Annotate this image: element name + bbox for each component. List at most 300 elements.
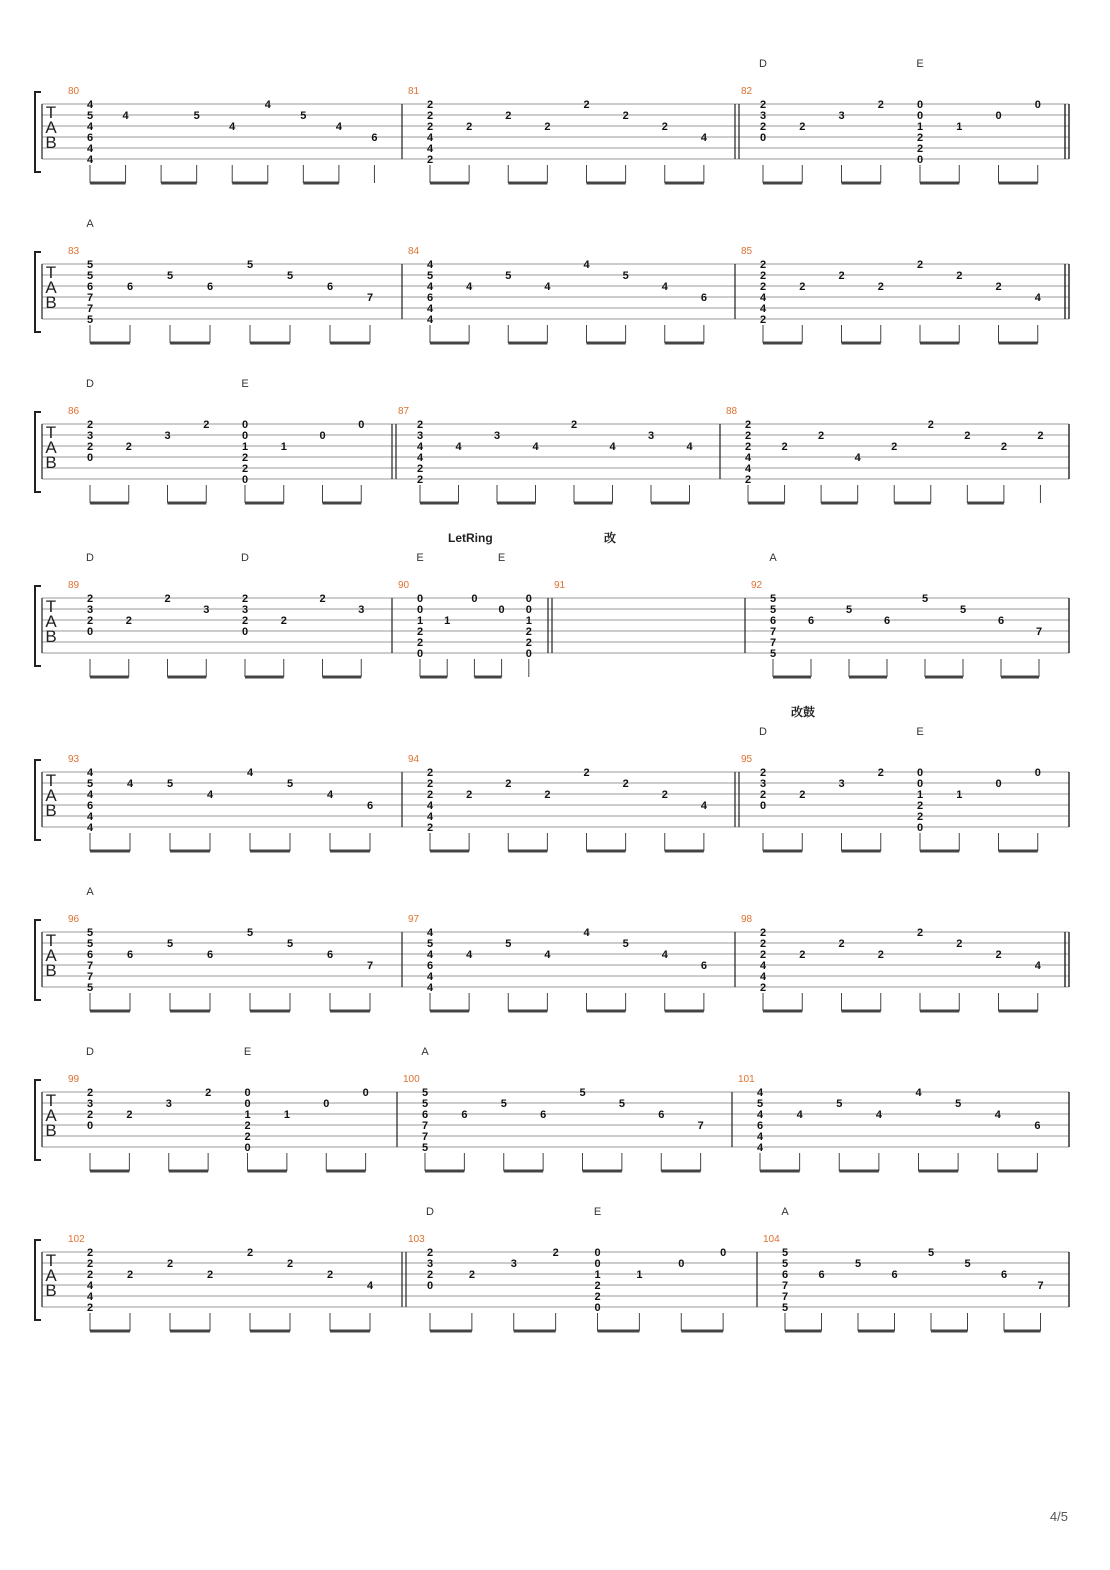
tab-system <box>35 886 1069 1011</box>
fret-number: 0 <box>244 1098 251 1110</box>
fret-number: 0 <box>759 132 767 144</box>
fret-number: 4 <box>426 143 434 155</box>
tab-clef-letter: T <box>45 103 57 122</box>
measure <box>68 886 373 1011</box>
tab-system <box>35 1206 1069 1331</box>
measure-number: 103 <box>408 1234 425 1245</box>
fret-number: 4 <box>1034 960 1041 972</box>
fret-number: 0 <box>244 1142 251 1154</box>
fret-number: 2 <box>956 938 963 950</box>
fret-number: 0 <box>678 1258 685 1270</box>
tab-clef-letter: T <box>45 423 57 442</box>
fret-number: 5 <box>505 938 512 950</box>
fret-number: 5 <box>426 938 434 950</box>
fret-number: 3 <box>426 1258 434 1270</box>
fret-number: 5 <box>618 1098 625 1110</box>
fret-number: 1 <box>956 789 963 801</box>
chord-label: D <box>759 726 767 738</box>
fret-number: 5 <box>86 110 94 122</box>
system-bracket <box>35 92 41 172</box>
fret-number: 2 <box>166 1258 174 1270</box>
fret-number: 3 <box>86 1098 94 1110</box>
fret-number: 4 <box>756 1142 764 1154</box>
fret-number: 6 <box>461 1109 468 1121</box>
fret-number: 2 <box>622 110 629 122</box>
fret-number: 2 <box>838 270 845 282</box>
measure <box>392 531 532 677</box>
fret-number: 2 <box>525 637 532 649</box>
fret-number: 5 <box>769 604 777 616</box>
tab-system <box>35 704 1069 851</box>
fret-number: 7 <box>769 626 777 638</box>
fret-number: 5 <box>86 982 94 994</box>
fret-number: 4 <box>426 314 434 326</box>
measure-number: 100 <box>403 1074 420 1085</box>
fret-number: 4 <box>583 927 590 939</box>
fret-number: 5 <box>769 593 777 605</box>
fret-number: 1 <box>916 789 924 801</box>
fret-number: 2 <box>799 789 806 801</box>
chord-label: E <box>497 552 506 564</box>
fret-number: 2 <box>759 270 767 282</box>
tab-clef-letter: B <box>45 1281 57 1300</box>
system-bracket <box>35 760 41 840</box>
fret-number: 4 <box>700 132 707 144</box>
fret-number: 4 <box>229 121 236 133</box>
fret-number: 4 <box>264 99 271 111</box>
fret-number: 1 <box>241 441 249 453</box>
fret-number: 5 <box>300 110 307 122</box>
measure <box>392 406 693 503</box>
fret-number: 0 <box>416 604 424 616</box>
fret-number: 2 <box>286 1258 294 1270</box>
fret-number: 0 <box>86 452 94 464</box>
measure-number: 99 <box>68 1074 80 1085</box>
fret-number: 4 <box>426 971 434 983</box>
annotation-text: LetRing <box>448 531 493 545</box>
fret-number: 6 <box>1034 1120 1041 1132</box>
fret-number: 5 <box>836 1098 843 1110</box>
fret-number: 5 <box>166 778 174 790</box>
chord-label: D <box>241 552 249 564</box>
fret-number: 6 <box>426 292 434 304</box>
fret-number: 6 <box>883 615 891 627</box>
tab-clef-letter: A <box>45 1266 57 1285</box>
fret-number: 5 <box>781 1247 789 1259</box>
fret-number: 4 <box>246 767 254 779</box>
fret-number: 4 <box>426 949 434 961</box>
fret-number: 6 <box>997 615 1005 627</box>
fret-number: 2 <box>426 110 434 122</box>
tab-clef-letter: A <box>45 118 57 137</box>
measure <box>68 86 378 183</box>
chord-label: D <box>86 552 94 564</box>
fret-number: 5 <box>579 1087 586 1099</box>
tab-clef-letter: T <box>45 771 57 790</box>
fret-number: 2 <box>583 99 590 111</box>
fret-number: 7 <box>366 292 374 304</box>
fret-number: 6 <box>700 960 707 972</box>
fret-number: 0 <box>416 593 424 605</box>
fret-number: 2 <box>86 1109 94 1121</box>
fret-number: 6 <box>540 1109 547 1121</box>
fret-number: 4 <box>544 949 551 961</box>
fret-number: 0 <box>525 593 532 605</box>
tab-clef-letter: A <box>45 786 57 805</box>
fret-number: 2 <box>246 1247 254 1259</box>
chord-label: A <box>86 886 94 898</box>
fret-number: 5 <box>845 604 853 616</box>
measure-number: 93 <box>68 754 80 765</box>
fret-number: 4 <box>744 452 752 464</box>
measure-number: 91 <box>554 580 566 591</box>
fret-number: 3 <box>759 778 767 790</box>
fret-number: 0 <box>86 626 94 638</box>
measure <box>720 406 1044 503</box>
fret-number: 5 <box>86 259 94 271</box>
fret-number: 4 <box>426 927 434 939</box>
fret-number: 6 <box>126 281 134 293</box>
measure <box>68 1046 369 1171</box>
fret-number: 2 <box>781 441 788 453</box>
fret-number: 2 <box>505 778 512 790</box>
measure-number: 86 <box>68 406 80 417</box>
fret-number: 0 <box>498 604 505 616</box>
fret-number: 2 <box>759 99 767 111</box>
fret-number: 0 <box>1034 767 1041 779</box>
fret-number: 2 <box>416 626 424 638</box>
fret-number: 4 <box>86 1291 94 1303</box>
tab-clef-letter: T <box>45 1091 57 1110</box>
measure <box>402 914 707 1011</box>
fret-number: 2 <box>326 1269 334 1281</box>
measure-number: 83 <box>68 246 80 257</box>
measure-number: 88 <box>726 406 738 417</box>
fret-number: 2 <box>838 938 845 950</box>
fret-number: 2 <box>544 789 551 801</box>
fret-number: 4 <box>756 1109 764 1121</box>
fret-number: 0 <box>426 1280 434 1292</box>
fret-number: 2 <box>426 789 434 801</box>
fret-number: 2 <box>916 811 924 823</box>
fret-number: 4 <box>915 1087 922 1099</box>
tab-clef-letter: B <box>45 961 57 980</box>
fret-number: 5 <box>959 604 967 616</box>
fret-number: 5 <box>86 938 94 950</box>
fret-number: 2 <box>244 1120 251 1132</box>
tab-system <box>35 58 1069 183</box>
fret-number: 5 <box>964 1258 971 1270</box>
measure-number: 81 <box>408 86 420 97</box>
tab-clef-letter: T <box>45 597 57 616</box>
fret-number: 0 <box>241 430 249 442</box>
fret-number: 4 <box>759 960 767 972</box>
fret-number: 2 <box>86 1302 94 1314</box>
fret-number: 6 <box>86 132 94 144</box>
fret-number: 6 <box>421 1109 429 1121</box>
fret-number: 5 <box>286 938 294 950</box>
fret-number: 0 <box>916 154 924 166</box>
fret-number: 2 <box>877 99 884 111</box>
chord-label: D <box>86 378 94 390</box>
measure-number: 101 <box>738 1074 755 1085</box>
fret-number: 4 <box>455 441 462 453</box>
fret-number: 5 <box>246 927 254 939</box>
system-bracket <box>35 1240 41 1320</box>
fret-number: 4 <box>426 281 434 293</box>
fret-number: 2 <box>416 419 424 431</box>
fret-number: 2 <box>1037 430 1044 442</box>
fret-number: 7 <box>781 1280 789 1292</box>
measure <box>735 246 1042 343</box>
fret-number: 0 <box>1034 99 1041 111</box>
fret-number: 1 <box>416 615 424 627</box>
fret-number: 5 <box>86 314 94 326</box>
page-number: 4/5 <box>1049 1509 1068 1524</box>
fret-number: 2 <box>759 789 767 801</box>
tab-system <box>35 530 1069 677</box>
measure <box>397 1046 704 1171</box>
fret-number: 2 <box>426 1247 434 1259</box>
fret-number: 5 <box>500 1098 507 1110</box>
fret-number: 4 <box>756 1087 764 1099</box>
fret-number: 2 <box>544 121 551 133</box>
measure <box>68 552 364 677</box>
fret-number: 4 <box>86 789 94 801</box>
fret-number: 4 <box>426 132 434 144</box>
fret-number: 4 <box>416 441 424 453</box>
measure-number: 96 <box>68 914 80 925</box>
fret-number: 2 <box>86 615 94 627</box>
fret-number: 5 <box>286 270 294 282</box>
fret-number: 2 <box>426 154 434 166</box>
fret-number: 2 <box>525 626 532 638</box>
fret-number: 2 <box>203 419 210 431</box>
fret-number: 5 <box>781 1258 789 1270</box>
fret-number: 2 <box>241 593 249 605</box>
fret-number: 4 <box>426 259 434 271</box>
fret-number: 2 <box>995 949 1002 961</box>
fret-number: 2 <box>916 259 924 271</box>
fret-number: 0 <box>319 430 326 442</box>
fret-number: 2 <box>744 430 752 442</box>
fret-number: 1 <box>594 1269 601 1281</box>
fret-number: 2 <box>799 121 806 133</box>
fret-number: 3 <box>241 604 249 616</box>
fret-number: 2 <box>466 121 473 133</box>
tab-clef-letter: T <box>45 263 57 282</box>
measure <box>402 246 707 343</box>
fret-number: 6 <box>126 949 134 961</box>
fret-number: 2 <box>416 463 424 475</box>
fret-number: 7 <box>781 1291 789 1303</box>
fret-number: 5 <box>854 1258 862 1270</box>
fret-number: 4 <box>86 811 94 823</box>
measure <box>735 704 1041 851</box>
fret-number: 2 <box>125 615 132 627</box>
tab-clef-letter: A <box>45 1106 57 1125</box>
fret-number: 5 <box>781 1302 789 1314</box>
fret-number: 2 <box>891 441 898 453</box>
fret-number: 7 <box>1035 626 1043 638</box>
fret-number: 2 <box>622 778 629 790</box>
fret-number: 6 <box>86 281 94 293</box>
fret-number: 6 <box>86 800 94 812</box>
fret-number: 6 <box>769 615 777 627</box>
fret-number: 2 <box>570 419 578 431</box>
fret-number: 0 <box>525 604 532 616</box>
fret-number: 5 <box>86 778 94 790</box>
fret-number: 4 <box>366 1280 374 1292</box>
annotation-text: 改 <box>604 531 617 545</box>
fret-number: 6 <box>326 281 334 293</box>
fret-number: 6 <box>366 800 374 812</box>
fret-number: 2 <box>759 949 767 961</box>
fret-number: 2 <box>594 1291 601 1303</box>
fret-number: 2 <box>86 419 94 431</box>
fret-number: 4 <box>700 800 707 812</box>
fret-number: 4 <box>796 1109 803 1121</box>
measure <box>402 754 708 851</box>
fret-number: 3 <box>358 604 365 616</box>
fret-number: 4 <box>126 778 134 790</box>
fret-number: 4 <box>122 110 129 122</box>
fret-number: 4 <box>532 441 539 453</box>
fret-number: 6 <box>86 949 94 961</box>
fret-number: 4 <box>466 949 473 961</box>
fret-number: 6 <box>700 292 707 304</box>
fret-number: 4 <box>875 1109 882 1121</box>
fret-number: 7 <box>421 1120 429 1132</box>
fret-number: 4 <box>744 463 752 475</box>
fret-number: 2 <box>916 927 924 939</box>
measure-number: 80 <box>68 86 80 97</box>
fret-number: 2 <box>759 281 767 293</box>
fret-number: 2 <box>964 430 971 442</box>
fret-number: 2 <box>280 615 287 627</box>
fret-number: 4 <box>686 441 693 453</box>
fret-number: 5 <box>86 927 94 939</box>
fret-number: 2 <box>877 281 884 293</box>
fret-number: 2 <box>799 281 806 293</box>
tab-clef-letter: B <box>45 627 57 646</box>
fret-number: 7 <box>1037 1280 1044 1292</box>
fret-number: 5 <box>246 259 254 271</box>
fret-number: 4 <box>326 789 334 801</box>
fret-number: 2 <box>416 474 424 486</box>
tab-clef-letter: B <box>45 293 57 312</box>
fret-number: 4 <box>661 949 668 961</box>
fret-number: 2 <box>241 463 249 475</box>
fret-number: 2 <box>86 1258 94 1270</box>
fret-number: 6 <box>371 132 378 144</box>
fret-number: 2 <box>126 1269 134 1281</box>
fret-number: 3 <box>838 778 845 790</box>
chord-label: E <box>241 378 249 390</box>
fret-number: 2 <box>552 1247 559 1259</box>
fret-number: 5 <box>927 1247 935 1259</box>
fret-number: 3 <box>510 1258 517 1270</box>
fret-number: 5 <box>166 270 174 282</box>
fret-number: 1 <box>636 1269 643 1281</box>
chord-label: A <box>781 1206 789 1218</box>
fret-number: 2 <box>818 430 825 442</box>
fret-number: 0 <box>471 593 478 605</box>
fret-number: 0 <box>241 419 249 431</box>
system-bracket <box>35 920 41 1000</box>
fret-number: 0 <box>916 778 924 790</box>
measure-number: 92 <box>751 580 763 591</box>
system-bracket <box>35 586 41 666</box>
fret-number: 2 <box>241 615 249 627</box>
fret-number: 3 <box>203 604 210 616</box>
tab-clef-letter: T <box>45 1251 57 1270</box>
fret-number: 6 <box>781 1269 789 1281</box>
fret-number: 2 <box>661 121 668 133</box>
fret-number: 3 <box>86 604 94 616</box>
tab-system <box>35 378 1069 503</box>
fret-number: 2 <box>426 778 434 790</box>
fret-number: 4 <box>426 800 434 812</box>
measure <box>745 552 1042 677</box>
fret-number: 2 <box>125 441 132 453</box>
fret-number: 4 <box>759 303 767 315</box>
fret-number: 2 <box>916 132 924 144</box>
fret-number: 4 <box>416 452 424 464</box>
fret-number: 6 <box>206 281 214 293</box>
chord-label: A <box>421 1046 429 1058</box>
fret-number: 0 <box>995 110 1002 122</box>
fret-number: 2 <box>86 1087 94 1099</box>
measure-number: 95 <box>741 754 753 765</box>
fret-number: 2 <box>759 121 767 133</box>
fret-number: 2 <box>426 99 434 111</box>
fret-number: 1 <box>916 121 924 133</box>
fret-number: 5 <box>769 648 777 660</box>
fret-number: 3 <box>838 110 845 122</box>
fret-number: 0 <box>720 1247 727 1259</box>
measure <box>402 1206 726 1331</box>
fret-number: 5 <box>505 270 512 282</box>
fret-number: 0 <box>416 648 424 660</box>
fret-number: 1 <box>956 121 963 133</box>
fret-number: 2 <box>426 1269 434 1281</box>
fret-number: 2 <box>86 593 94 605</box>
chord-label: D <box>759 58 767 70</box>
fret-number: 6 <box>426 960 434 972</box>
fret-number: 2 <box>759 938 767 950</box>
fret-number: 0 <box>916 99 924 111</box>
fret-number: 4 <box>86 121 94 133</box>
fret-number: 2 <box>594 1280 601 1292</box>
fret-number: 1 <box>283 1109 290 1121</box>
fret-number: 2 <box>505 110 512 122</box>
system-bracket <box>35 412 41 492</box>
fret-number: 4 <box>759 292 767 304</box>
chord-label: E <box>916 726 924 738</box>
fret-number: 2 <box>416 637 424 649</box>
measure-number: 98 <box>741 914 753 925</box>
measure <box>548 530 616 653</box>
fret-number: 2 <box>956 270 963 282</box>
fret-number: 5 <box>86 270 94 282</box>
measure <box>68 1234 374 1331</box>
measure-number: 94 <box>408 754 420 765</box>
fret-number: 4 <box>854 452 861 464</box>
measure <box>68 754 373 851</box>
fret-number: 5 <box>955 1098 962 1110</box>
measure-number: 102 <box>68 1234 85 1245</box>
